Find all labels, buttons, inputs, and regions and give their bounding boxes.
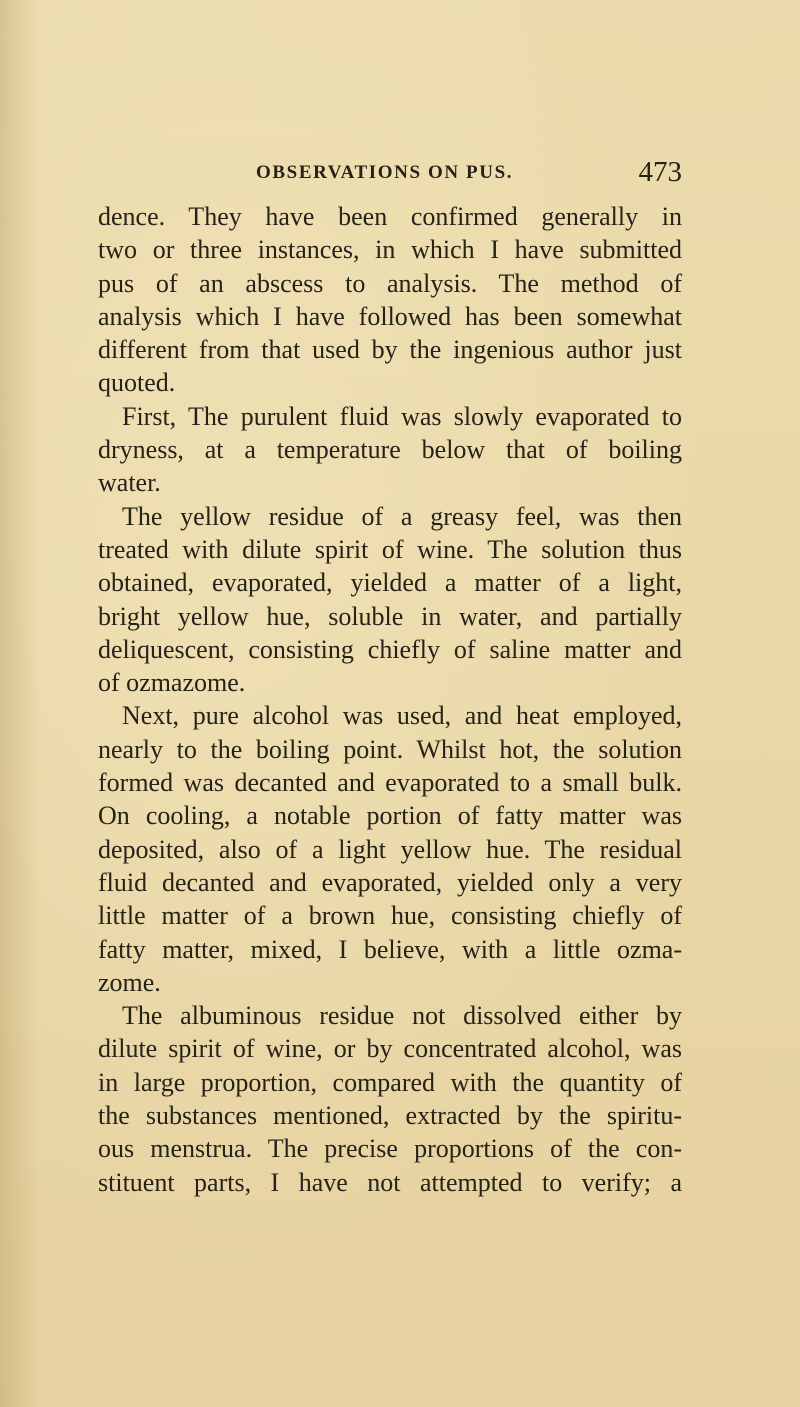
text-line: two or three instances, in which I have submitted bbox=[98, 235, 682, 265]
text-line: zome. bbox=[98, 967, 161, 997]
text-line: pus of an abscess to analysis. The method of bbox=[98, 268, 682, 298]
text-line: little matter of a brown hue, consisting chiefly of bbox=[98, 901, 682, 931]
page-number: 473 bbox=[638, 156, 682, 188]
text-line: The albuminous residue not dissolved either by bbox=[122, 1001, 682, 1031]
text-line: the substances mentioned, extracted by the spiritu- bbox=[98, 1101, 682, 1131]
text-line: Next, pure alcohol was used, and heat employed, bbox=[122, 701, 682, 731]
text-line: stituent parts, I have not attempted to verify; a bbox=[98, 1167, 682, 1197]
text-line: deliquescent, consisting chiefly of saline matter and bbox=[98, 634, 682, 664]
text-line: obtained, evaporated, yielded a matter of a light, bbox=[98, 568, 682, 598]
body-text bbox=[98, 200, 682, 1199]
text-line: analysis which I have followed has been somewhat bbox=[98, 301, 682, 331]
text-line: bright yellow hue, soluble in water, and partially bbox=[98, 601, 682, 631]
text-line: dence. They have been confirmed generally in bbox=[98, 202, 682, 231]
text-line: in large proportion, compared with the quantity of bbox=[98, 1067, 682, 1097]
text-line: water. bbox=[98, 468, 161, 498]
text-line: fatty matter, mixed, I believe, with a little ozma- bbox=[98, 934, 682, 964]
text-line: ous menstrua. The precise proportions of the con- bbox=[98, 1134, 682, 1164]
text-line: nearly to the boiling point. Whilst hot, the solution bbox=[98, 734, 682, 764]
page-header bbox=[256, 156, 686, 196]
text-line: fluid decanted and evaporated, yielded only a very bbox=[98, 867, 682, 897]
text-line: different from that used by the ingenious author just bbox=[98, 335, 682, 365]
text-line: of ozmazome. bbox=[98, 668, 246, 698]
text-line: quoted. bbox=[98, 368, 176, 398]
running-head: OBSERVATIONS ON PUS. bbox=[256, 162, 514, 183]
text-line: dryness, at a temperature below that of boiling bbox=[98, 435, 682, 465]
text-line: The yellow residue of a greasy feel, was then bbox=[122, 501, 682, 531]
text-line: deposited, also of a light yellow hue. The residual bbox=[98, 834, 682, 864]
text-line: treated with dilute spirit of wine. The solution thus bbox=[98, 534, 682, 564]
text-line: On cooling, a notable portion of fatty matter was bbox=[98, 801, 682, 831]
text-line: formed was decanted and evaporated to a small bulk. bbox=[98, 768, 682, 798]
text-line: First, The purulent fluid was slowly evaporated to bbox=[122, 401, 682, 431]
page-edge-shadow bbox=[0, 0, 40, 1407]
text-line: dilute spirit of wine, or by concentrated alcohol, was bbox=[98, 1034, 682, 1064]
